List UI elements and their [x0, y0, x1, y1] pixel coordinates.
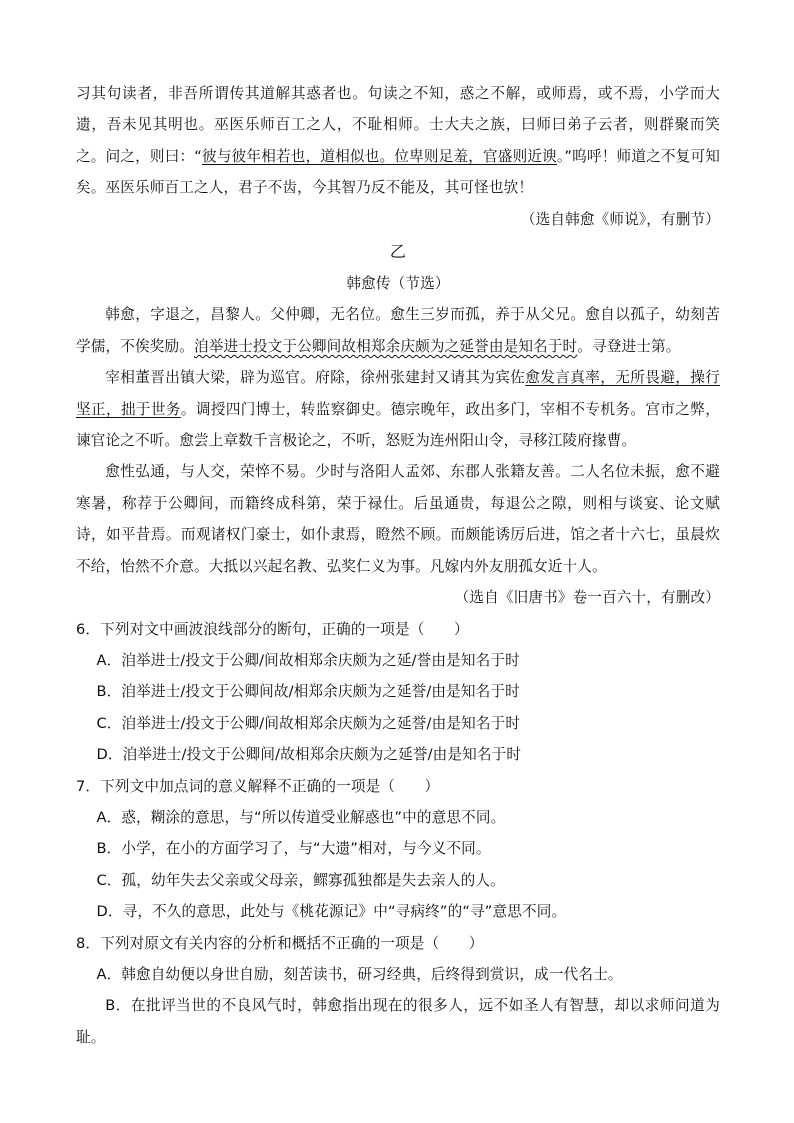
text-run: 韩愈，字退之，昌黎人。父仲卿，无名位。愈生三岁而孤，养于从父兄。愈自以孤子，幼刻苦学儒，不俟奖励。: [76, 306, 720, 355]
text-run: 。”呜呼！师道之不复可知矣。巫医乐师百工之人，君子不齿，今其智乃反不能及，其可怪也欤！: [76, 147, 720, 197]
question-6-option-a: A．洎举进士/投文于公卿/间故相郑余庆颇为之延/誉由是知名于时: [96, 651, 520, 669]
question-7-stem: 7．下列文中加点词的意义解释不正确的一项是（ ）: [76, 777, 440, 795]
question-7-option-b: B．小学，在小的方面学习了，与“大遗”相对，与今义不同。: [96, 840, 491, 858]
wavy-underlined-sentence: 洎举进士投文于公卿间故相郑余庆颇为之延誉由是知名于时: [193, 337, 578, 355]
question-6-option-d: D．洎举进士/投文于公卿间/故相郑余庆颇为之延誉/由是知名于时: [96, 746, 522, 764]
passage-yi-paragraph-1: [76, 299, 720, 362]
passage-yi-paragraph-3: 愈性弘通，与人交，荣悴不易。少时与洛阳人孟郊、东郡人张籍友善。二人名位未振，愈不避寒暑，称荐于公卿间，而籍终成科第，荣于禄仕。后虽通贵，每退公之隙，则相与谈宴、论文赋诗，如平昔焉。而观诸权门豪士，如仆隶焉，瞪然不顾。而颇能诱厉后进，馆之者十六七，虽晨炊不给，怡然不介意。大抵以兴起名教、弘奖仁义为事。凡嫁内外友朋孤女近十人。: [76, 463, 720, 575]
question-6-stem: 6．下列对文中画波浪线部分的断句，正确的一项是（ ）: [76, 620, 469, 638]
question-6-option-c: C．洎举进士/投文于公卿/间故相郑余庆颇为之延誉/由是知名于时: [96, 714, 521, 732]
text-run: 。调授四门博士，转监察御史。德宗晚年，政出多门，宰相不专机务。宫市之弊，谏官论之不听。愈尝上章数千言极论之，不听，怒贬为连州阳山令，寻移江陵府掾曹。: [76, 400, 720, 450]
passage-yi-paragraph-2: [76, 362, 720, 456]
text-run: 习其句读者，非吾所谓传其道解其惑者也。句读之不知，惑之不解，或师焉，或不焉，小学而大遗，吾未见其明也。巫医乐师百工之人，不耻相师。士大夫之族，曰师曰弟子云者，则群聚而笑之。问之，则曰：“: [76, 85, 720, 165]
question-7-option-a: A．惑，糊涂的意思，与“所以传道受业解惑也”中的意思不同。: [96, 808, 506, 826]
question-7-option-c: C．孤，幼年失去父亲或父母亲，鳏寡孤独都是失去亲人的人。: [96, 871, 505, 889]
underlined-sentence: 愈发言真率，无所畏避，操行坚正，拙于世务: [76, 369, 720, 418]
passage-jia-paragraph: [76, 78, 720, 204]
underlined-sentence: 彼与彼年相若也，道相似也。位卑则足羞，官盛则近谀: [202, 147, 557, 165]
question-6-option-b: B．洎举进士/投文于公卿间故/相郑余庆颇为之延誉/由是知名于时: [96, 683, 520, 701]
question-8-option-a: A．韩愈自幼便以身世自励，刻苦读书，研习经典，后终得到赏识，成一代名士。: [96, 965, 623, 983]
question-8-option-b: B．在批评当世的不良风气时，韩愈指出现在的很多人，远不如圣人有智慧，却以求师问道为耻。: [76, 997, 720, 1046]
passage-yi-label: 乙: [389, 242, 407, 262]
question-7-option-d: D．寻，不久的意思，此处与《桃花源记》中“寻病终”的“寻”意思不同。: [96, 903, 567, 921]
text-run: 宰相董晋出镇大梁，辟为巡官。府除，徐州张建封又请其为宾佐: [105, 369, 526, 387]
document-body: [76, 78, 720, 1053]
question-8-stem: 8．下列对原文有关内容的分析和概括不正确的一项是（ ）: [76, 934, 484, 952]
passage-yi-source: （选自《旧唐书》卷一百六十，有删改）: [454, 589, 720, 607]
passage-yi-title: 韩愈传（节选）: [346, 275, 450, 293]
text-run: 。寻登进士第。: [577, 337, 681, 355]
passage-jia-source: （选自韩愈《师说》，有删节）: [520, 210, 720, 228]
